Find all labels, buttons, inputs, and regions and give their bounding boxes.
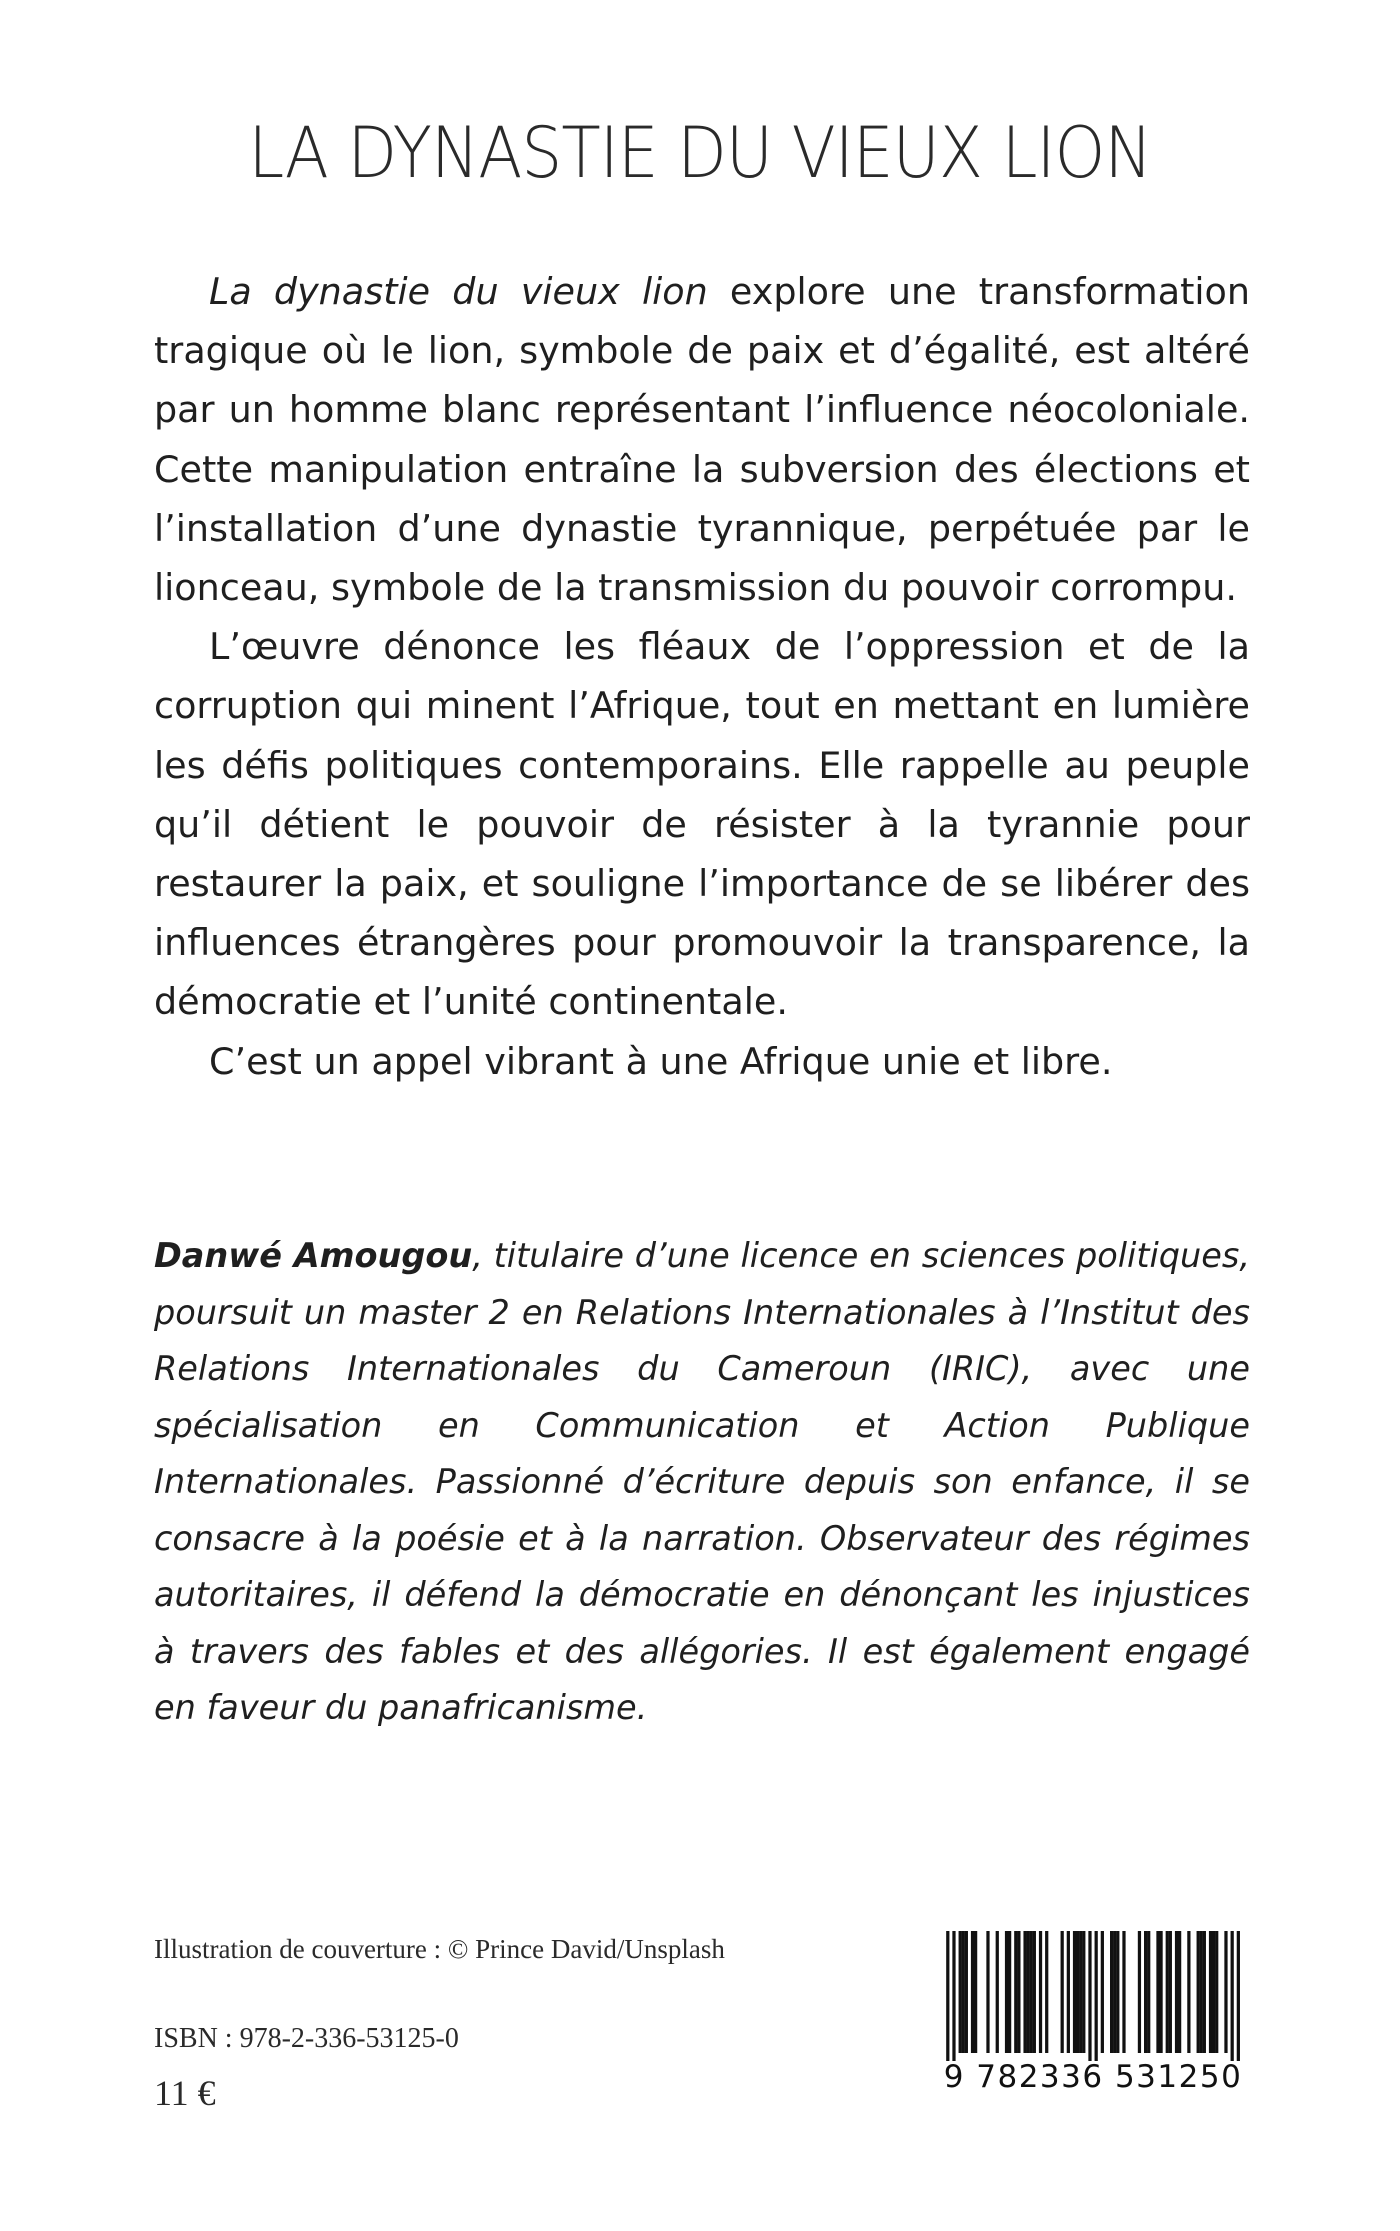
barcode-bar: [1023, 1931, 1026, 2053]
barcode-bar: [1095, 1931, 1098, 2061]
barcode-bar: [1197, 1931, 1200, 2053]
barcode-bar: [996, 1931, 999, 2053]
barcode-bar: [1169, 1931, 1172, 2053]
barcode-bar: [1116, 1931, 1119, 2053]
barcode-bar: [1073, 1931, 1076, 2053]
barcode-bar: [1014, 1931, 1017, 2053]
synopsis: [154, 262, 1250, 1091]
barcode-bar: [1039, 1931, 1042, 2053]
barcode-bar: [1147, 1931, 1150, 2053]
barcode-bar: [1088, 1931, 1091, 2061]
price: 11 €: [154, 2073, 216, 2113]
barcode-bar: [1045, 1931, 1048, 2053]
synopsis-title-italic: La dynastie du vieux lion: [209, 270, 708, 313]
barcode-bar: [1212, 1931, 1215, 2053]
synopsis-paragraph-1-text: explore une transformation tragique où le lion, symbole de paix et d’égalité, est altéré par un homme blanc représentant l’influence néocoloniale. Cette manipulation entraîne la subversion des élections et l’installation d’une dynastie tyrannique, perpétuée par le lionceau, symbole de la transmission du pouvoir corrompu.: [154, 270, 1250, 610]
barcode-bar: [962, 1931, 965, 2053]
barcode-bar: [1061, 1931, 1064, 2053]
barcode-bar: [1209, 1931, 1212, 2053]
barcode-bar: [1017, 1931, 1020, 2053]
barcode-bar: [1122, 1931, 1125, 2053]
barcode-bar: [959, 1931, 962, 2053]
barcode-bar: [1200, 1931, 1203, 2053]
barcode-bar: [1033, 1931, 1036, 2053]
illustration-credit: Illustration de couverture : © Prince David/Unsplash: [154, 1934, 725, 1964]
barcode-bar: [1008, 1931, 1011, 2053]
barcode-bar: [986, 1931, 989, 2053]
barcode-bar: [1159, 1931, 1162, 2053]
barcode-bar: [1067, 1931, 1070, 2053]
synopsis-paragraph-2: L’œuvre dénonce les fléaux de l’oppression et de la corruption qui minent l’Afrique, tout en mettant en lumière les défis politiques contemporains. Elle rappelle au peuple qu’il détient le pouvoir de résister à la tyrannie pour restaurer la paix, et souligne l’importance de se libérer des influences étrangères pour promouvoir la transparence, la démocratie et l’unité continentale.: [154, 625, 1250, 1024]
barcode-bar: [1237, 1931, 1240, 2061]
barcode-bar: [946, 1931, 949, 2061]
barcode-bar: [1079, 1931, 1082, 2053]
barcode-bar: [1076, 1931, 1079, 2053]
barcode-digits: 9 782336 531250: [943, 2059, 1243, 2095]
barcode-bar: [1187, 1931, 1190, 2053]
barcode-bar: [971, 1931, 974, 2053]
barcode-bar: [1224, 1931, 1227, 2053]
author-name: Danwé Amougou: [154, 1236, 473, 1275]
barcode-bars: [940, 1931, 1246, 2061]
barcode-bar: [965, 1931, 968, 2053]
barcode-bar: [952, 1931, 955, 2061]
barcode-bar: [1178, 1931, 1181, 2053]
barcode-bar: [1144, 1931, 1147, 2053]
author-bio: [154, 1228, 1250, 1737]
barcode-bar: [1110, 1931, 1113, 2053]
barcode-bar: [1203, 1931, 1206, 2053]
isbn: ISBN : 978-2-336-53125-0: [154, 2023, 459, 2054]
barcode-bar: [1113, 1931, 1116, 2053]
barcode-bar: [1215, 1931, 1218, 2053]
barcode-bar: [1231, 1931, 1234, 2061]
barcode-bar: [1005, 1931, 1008, 2053]
barcode-bar: [1101, 1931, 1104, 2053]
barcode-bar: [1166, 1931, 1169, 2053]
barcode-bar: [1138, 1931, 1141, 2053]
barcode-bar: [1175, 1931, 1178, 2053]
author-bio-text: , titulaire d’une licence en sciences politiques, poursuit un master 2 en Relations Internationales à l’Institut des Relations Internationales du Cameroun (IRIC), avec une spécialisation en Communication et Action Publique Internationales. Passionné d’écriture depuis son enfance, il se consacre à la poésie et à la narration. Observateur des régimes autoritaires, il défend la démocratie en dénonçant les injustices à travers des fables et des allégories. Il est également engagé en faveur du panafricanisme.: [154, 1236, 1250, 1727]
barcode-bar: [1027, 1931, 1030, 2053]
book-title: LA DYNASTIE DU VIEUX LION: [248, 112, 1152, 194]
barcode-bar: [1082, 1931, 1085, 2053]
barcode-bar: [1030, 1931, 1033, 2053]
barcode: [940, 1931, 1246, 2096]
synopsis-paragraph-3: C’est un appel vibrant à une Afrique unie et libre.: [209, 1039, 1113, 1083]
synopsis-paragraph-1: [154, 262, 1250, 617]
barcode-bar: [974, 1931, 977, 2053]
barcode-bar: [1156, 1931, 1159, 2053]
